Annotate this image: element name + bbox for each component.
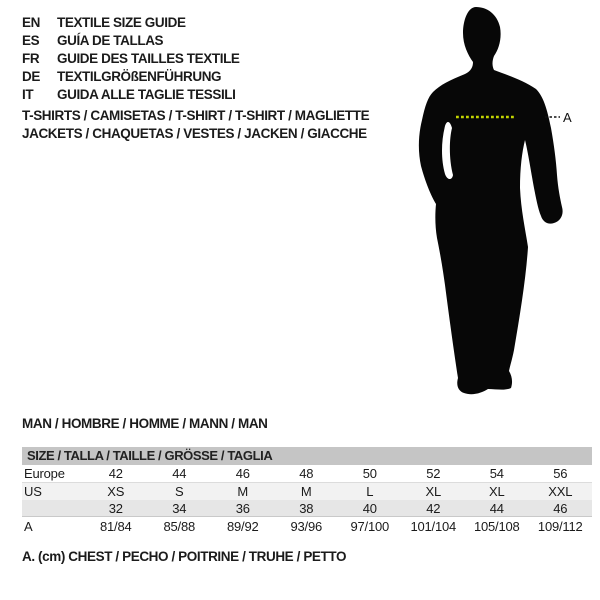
measurement-footnote: A. (cm) CHEST / PECHO / POITRINE / TRUHE / PETTO [22, 549, 347, 564]
table-cell: XS [107, 484, 125, 499]
table-cell: 46 [553, 500, 568, 516]
language-label: GUIDA ALLE TAGLIE TESSILI [57, 86, 236, 102]
table-cell: 52 [426, 466, 441, 481]
table-cell: 109/112 [537, 519, 583, 534]
table-cell: 101/104 [410, 519, 457, 534]
table-cell: S [175, 484, 184, 499]
table-cell: M [237, 484, 249, 499]
table-cell: 46 [235, 466, 250, 481]
row-label: A [24, 519, 33, 534]
garment-types [22, 107, 369, 143]
table-row-chest-cm [22, 516, 592, 536]
table-cell: L [366, 484, 374, 499]
language-label: TEXTILE SIZE GUIDE [57, 14, 186, 30]
list-item [22, 13, 240, 31]
table-row-europe [22, 465, 592, 483]
table-cell: 36 [235, 500, 250, 516]
table-cell: 40 [362, 500, 377, 516]
language-code: IT [22, 86, 34, 102]
table-cell: 89/92 [226, 519, 259, 534]
table-cell: 54 [489, 466, 504, 481]
table-cell: 48 [299, 466, 314, 481]
language-code: FR [22, 50, 40, 66]
table-cell: 93/96 [290, 519, 323, 534]
language-code: DE [22, 68, 40, 84]
table-cell: 44 [172, 466, 187, 481]
language-label: GUIDE DES TAILLES TEXTILE [57, 50, 240, 66]
list-item [22, 31, 240, 49]
row-label: Europe [24, 466, 65, 481]
table-cell: 42 [426, 500, 441, 516]
table-cell: 38 [299, 500, 314, 516]
list-item [22, 49, 240, 67]
table-row-numeric [22, 500, 592, 516]
table-cell: 44 [489, 500, 504, 516]
table-cell: XXL [548, 484, 573, 499]
language-label: GUÍA DE TALLAS [57, 32, 164, 48]
garment-line-jackets: JACKETS / CHAQUETAS / VESTES / JACKEN / GIACCHE [22, 126, 367, 141]
man-silhouette-figure [395, 0, 595, 410]
list-item [22, 67, 240, 85]
language-code: EN [22, 14, 40, 30]
table-cell: XL [488, 484, 505, 499]
man-silhouette [419, 7, 563, 394]
table-cell: 42 [108, 466, 123, 481]
garment-line-tshirts: T-SHIRTS / CAMISETAS / T-SHIRT / T-SHIRT / MAGLIETTE [22, 108, 370, 123]
language-code: ES [22, 32, 40, 48]
table-cell: 105/108 [473, 519, 520, 534]
table-cell: M [300, 484, 312, 499]
list-item [22, 85, 240, 103]
section-title-man: MAN / HOMBRE / HOMME / MANN / MAN [22, 416, 268, 431]
table-cell: 32 [108, 500, 123, 516]
language-label: TEXTILGRÖßENFÜHRUNG [57, 68, 222, 84]
table-cell: 85/88 [163, 519, 196, 534]
table-cell: 81/84 [99, 519, 132, 534]
table-header: SIZE / TALLA / TAILLE / GRÖSSE / TAGLIA [22, 447, 592, 465]
table-cell: 50 [362, 466, 377, 481]
language-guide-list [22, 13, 240, 103]
table-cell: 97/100 [350, 519, 390, 534]
table-row-us [22, 483, 592, 500]
table-cell: 34 [172, 500, 187, 516]
size-table [22, 447, 592, 536]
table-cell: 56 [553, 466, 568, 481]
measure-label-a: A [563, 110, 572, 125]
table-cell: XL [425, 484, 441, 499]
row-label: US [24, 484, 42, 499]
